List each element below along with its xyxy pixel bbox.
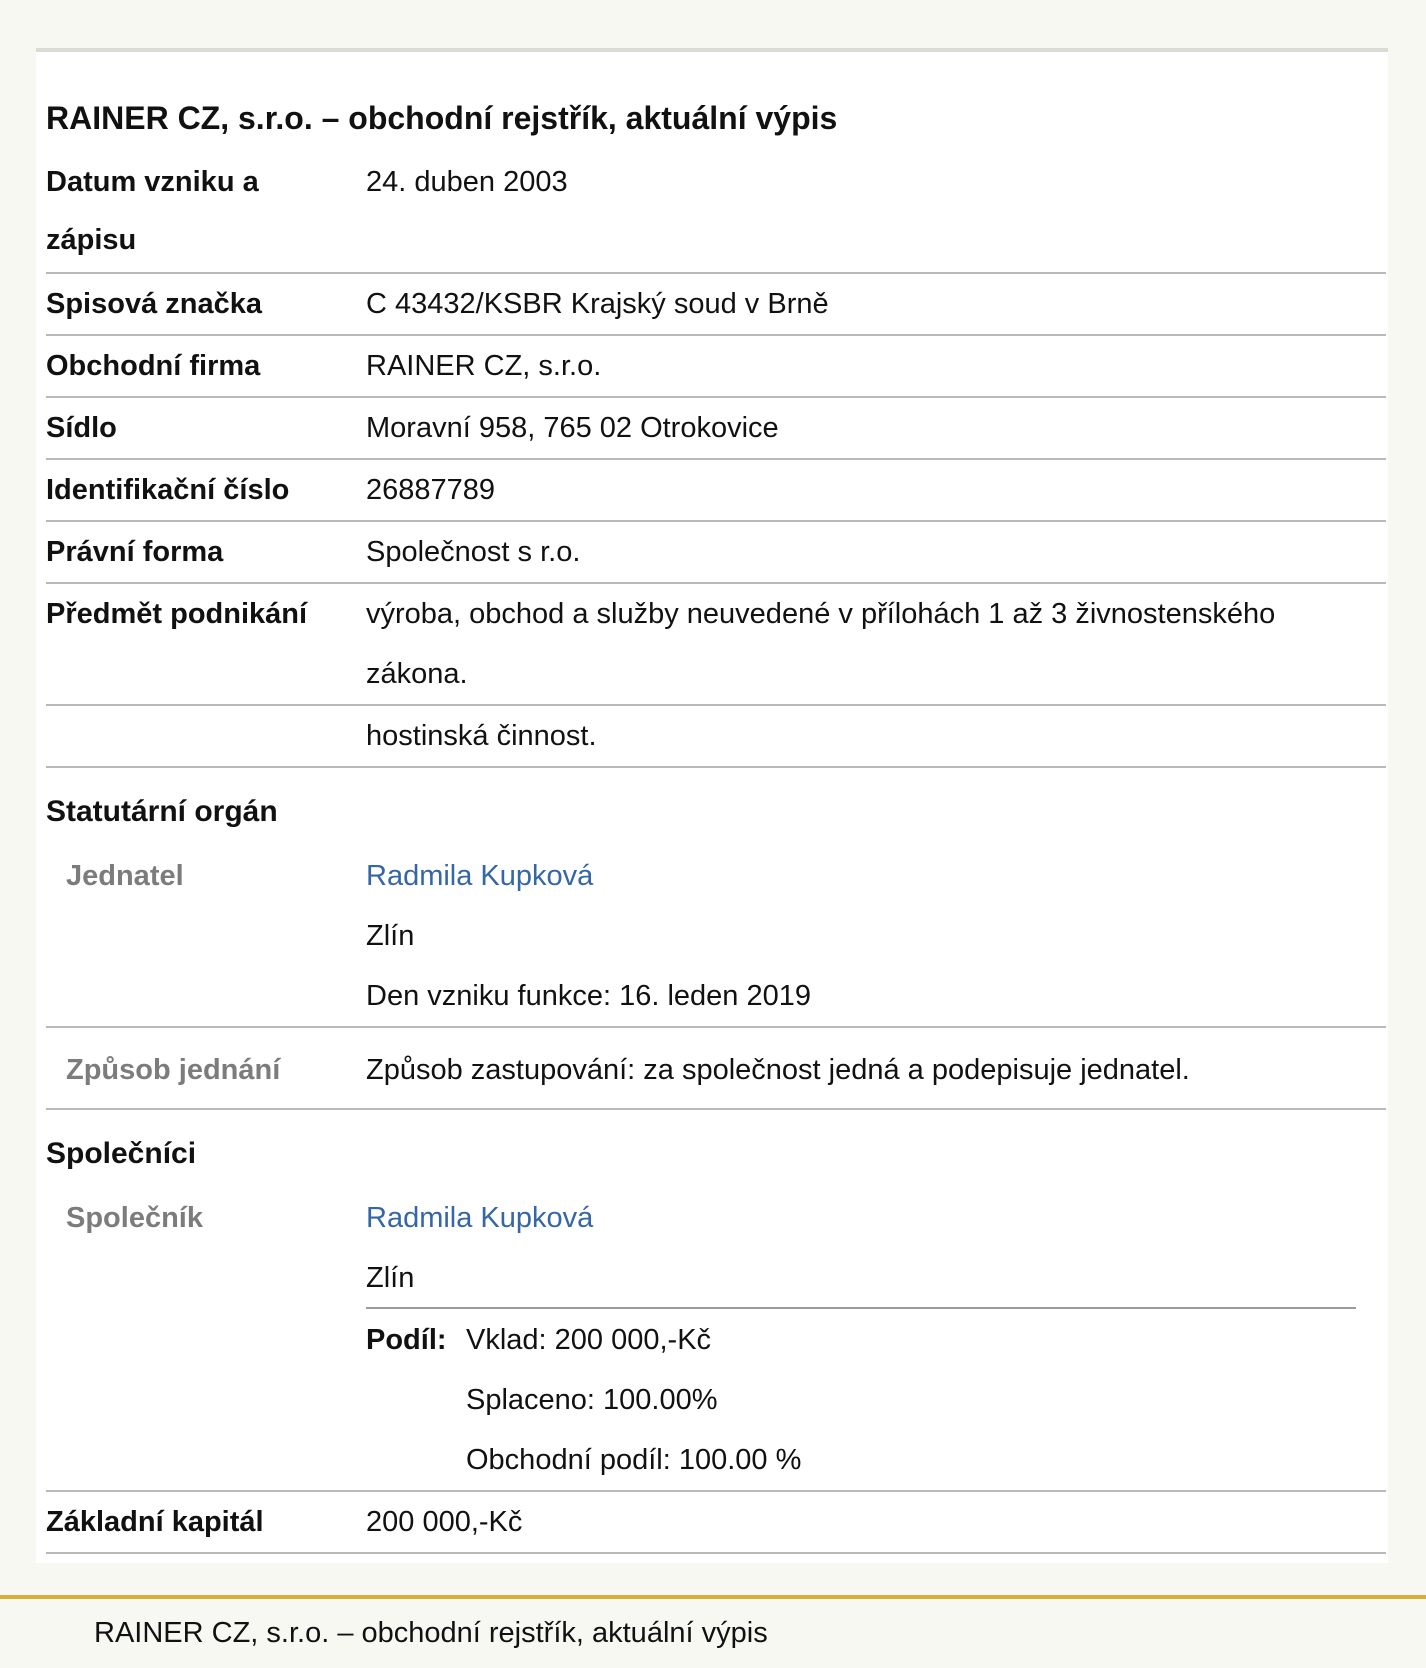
page-title: RAINER CZ, s.r.o. – obchodní rejstřík, aktuální výpis xyxy=(46,100,838,136)
role-label: Společník xyxy=(66,1202,203,1234)
row-value-line1: výroba, obchod a služby neuvedené v přílohách 1 až 3 živnostenského xyxy=(366,598,1276,630)
row-sidlo xyxy=(46,398,1386,460)
row-value: 26887789 xyxy=(366,474,496,506)
row-value: Moravní 958, 765 02 Otrokovice xyxy=(366,412,779,444)
row-value-line2: zákona. xyxy=(366,658,468,690)
row-label-line2: zápisu xyxy=(46,224,137,256)
method-value: Způsob zastupování: za společnost jedná a podepisuje jednatel. xyxy=(366,1054,1190,1086)
share-label: Podíl: xyxy=(366,1324,447,1356)
row-label-line1: Datum vzniku a xyxy=(46,166,259,198)
row-obchodni-firma xyxy=(46,336,1386,398)
method-label: Způsob jednání xyxy=(66,1054,281,1086)
footer xyxy=(0,1595,1426,1668)
role-label: Jednatel xyxy=(66,860,184,892)
row-pravni-forma xyxy=(46,522,1386,584)
share-divider xyxy=(366,1307,1356,1309)
share-business: Obchodní podíl: 100.00 % xyxy=(466,1444,802,1476)
person-name-link[interactable]: Radmila Kupková xyxy=(366,860,594,892)
row-value: 200 000,-Kč xyxy=(366,1506,523,1538)
row-predmet-podnikani-2 xyxy=(46,706,1386,768)
row-identifikacni-cislo xyxy=(46,460,1386,522)
person-city: Zlín xyxy=(366,920,415,952)
row-label: Předmět podnikání xyxy=(46,598,308,630)
partner-name-link[interactable]: Radmila Kupková xyxy=(366,1202,594,1234)
row-value: RAINER CZ, s.r.o. xyxy=(366,350,602,382)
row-datum-vzniku xyxy=(46,152,1386,274)
share-deposit: Vklad: 200 000,-Kč xyxy=(466,1324,712,1356)
section-heading-statutory: Statutární orgán xyxy=(46,795,278,828)
share-paid: Splaceno: 100.00% xyxy=(466,1384,718,1416)
row-label: Právní forma xyxy=(46,536,224,568)
row-value: C 43432/KSBR Krajský soud v Brně xyxy=(366,288,829,320)
row-spolecnik xyxy=(46,1188,1386,1308)
partner-city: Zlín xyxy=(366,1262,415,1294)
row-spisova-znacka xyxy=(46,274,1386,336)
row-label: Spisová značka xyxy=(46,288,262,320)
section-heading-partners: Společníci xyxy=(46,1137,197,1170)
row-value: 24. duben 2003 xyxy=(366,166,568,198)
row-label: Obchodní firma xyxy=(46,350,261,382)
row-label: Sídlo xyxy=(46,412,117,444)
row-jednatel xyxy=(46,846,1386,1028)
row-predmet-podnikani xyxy=(46,584,1386,706)
row-zakladni-kapital xyxy=(46,1492,1386,1554)
function-start: Den vzniku funkce: 16. leden 2019 xyxy=(366,980,811,1012)
row-value: hostinská činnost. xyxy=(366,720,597,752)
footer-text: RAINER CZ, s.r.o. – obchodní rejstřík, aktuální výpis xyxy=(94,1617,768,1649)
row-label: Základní kapitál xyxy=(46,1506,264,1538)
row-zpusob-jednani xyxy=(46,1028,1386,1110)
row-label: Identifikační číslo xyxy=(46,474,290,506)
row-value: Společnost s r.o. xyxy=(366,536,581,568)
